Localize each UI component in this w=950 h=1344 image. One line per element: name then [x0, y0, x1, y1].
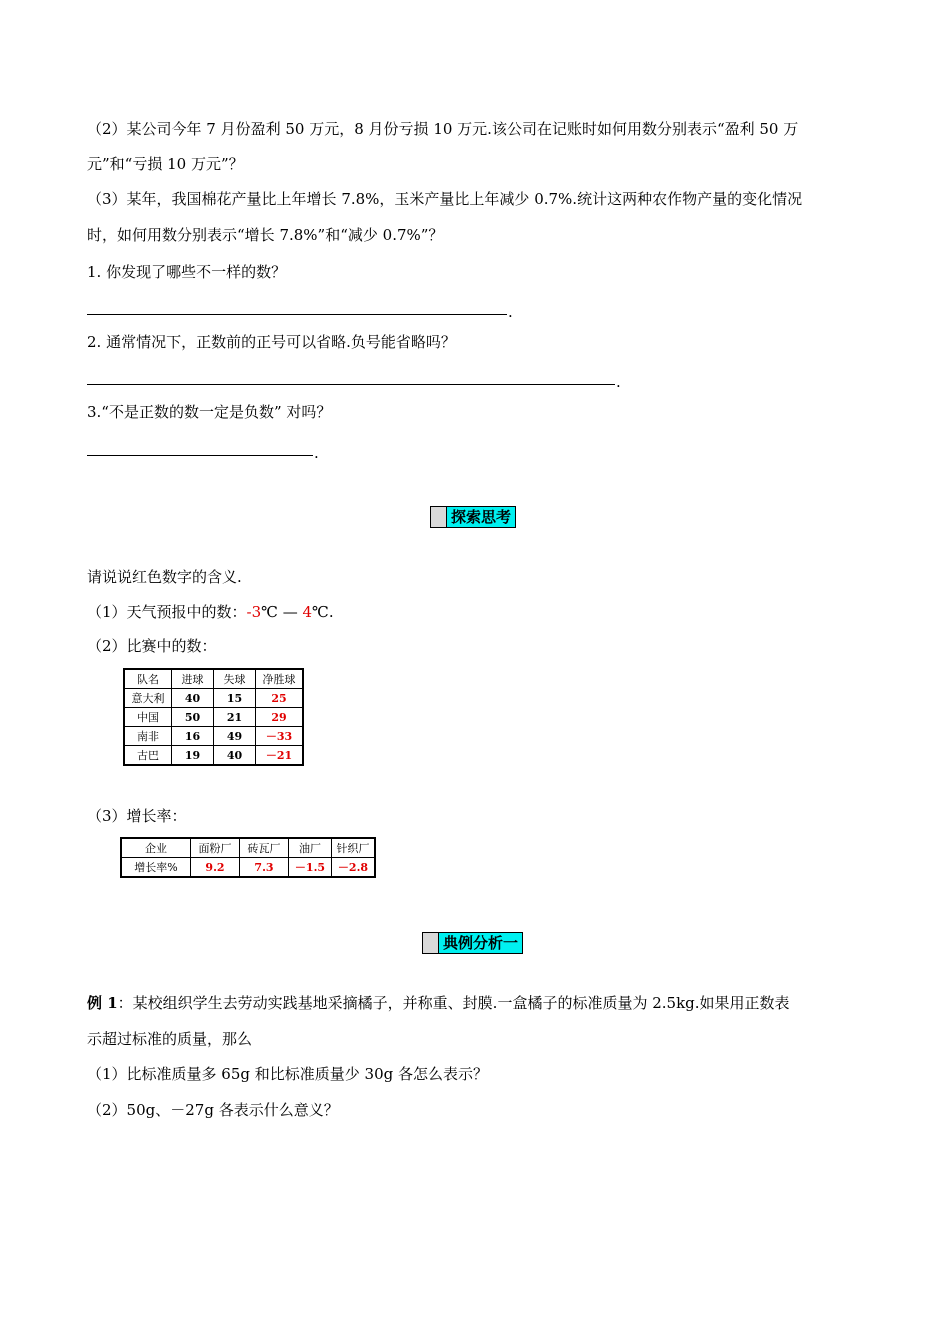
team-name: 古巴: [124, 746, 172, 766]
goals-against: 15: [214, 689, 256, 708]
growth-header-cell: 企业: [121, 838, 191, 858]
growth-header-cell: 油厂: [289, 838, 332, 858]
question-1: 1. 你发现了哪些不一样的数？: [87, 263, 287, 281]
table-row: [124, 689, 303, 708]
answer-blank-3[interactable]: [87, 455, 313, 456]
item1-suffix: ℃.: [312, 603, 334, 621]
score-header-cell: 进球: [172, 669, 214, 689]
question-2: 2. 通常情况下，正数前的正号可以省略.负号能省略吗？: [87, 333, 456, 351]
period-1: .: [508, 303, 513, 321]
score-header-row: [124, 669, 303, 689]
section-heading-example: [422, 932, 523, 954]
growth-value: 7.3: [240, 858, 289, 878]
explore-item-3: （3）增长率：: [87, 807, 187, 825]
team-name: 南非: [124, 727, 172, 746]
growth-header-cell: 砖瓦厂: [240, 838, 289, 858]
example-line2: 示超过标准的质量，那么: [87, 1030, 253, 1048]
goal-difference: －33: [256, 727, 304, 746]
goals-for: 19: [172, 746, 214, 766]
period-2: .: [616, 373, 621, 391]
growth-table: [120, 837, 376, 878]
growth-header-cell: 针织厂: [332, 838, 376, 858]
table-row: [124, 746, 303, 766]
temperature-high: 4: [302, 603, 313, 621]
goals-against: 21: [214, 708, 256, 727]
table-row: [124, 708, 303, 727]
table-row: [121, 858, 375, 878]
goal-difference: 29: [256, 708, 304, 727]
section-heading-explore: [430, 506, 516, 528]
q3-line1: （3）某年，我国棉花产量比上年增长 7.8%，玉米产量比上年减少 0.7%.统计这两种农作物产量的变化情况: [87, 190, 803, 208]
goal-difference: 25: [256, 689, 304, 708]
table-row: [124, 727, 303, 746]
growth-row-label: 增长率%: [121, 858, 191, 878]
score-header-cell: 净胜球: [256, 669, 304, 689]
growth-value: 9.2: [191, 858, 240, 878]
score-header-cell: 失球: [214, 669, 256, 689]
item1-prefix: （1）天气预报中的数：: [87, 603, 247, 621]
section-title-example: 典例分析一: [439, 933, 522, 953]
q2-line2: 元”和“亏损 10 万元”？: [87, 155, 244, 173]
goal-difference: －21: [256, 746, 304, 766]
growth-header-cell: 面粉厂: [191, 838, 240, 858]
explore-item-1: [87, 602, 334, 622]
example-question-2: （2）50g、－27g 各表示什么意义？: [87, 1101, 339, 1119]
goals-for: 40: [172, 689, 214, 708]
score-table: [123, 668, 304, 766]
heading-marker: [423, 933, 439, 953]
example-line1: [87, 993, 790, 1013]
item1-mid: ℃ —: [261, 603, 303, 621]
period-3: .: [314, 444, 319, 462]
explore-item-2: （2）比赛中的数：: [87, 637, 217, 655]
team-name: 意大利: [124, 689, 172, 708]
q2-line1: （2）某公司今年 7 月份盈利 50 万元，8 月份亏损 10 万元.该公司在记账时如何用数分别表示“盈利 50 万: [87, 120, 799, 138]
goals-for: 16: [172, 727, 214, 746]
score-header-cell: 队名: [124, 669, 172, 689]
answer-blank-1[interactable]: [87, 314, 507, 315]
section-title-explore: 探索思考: [447, 507, 515, 527]
example-label: 例 1: [87, 994, 118, 1012]
explore-lead: 请说说红色数字的含义.: [87, 568, 242, 586]
example-text: ：某校组织学生去劳动实践基地采摘橘子，并称重、封膜.一盒橘子的标准质量为 2.5kg.如果用正数表: [117, 994, 790, 1012]
temperature-low: -3: [246, 603, 262, 621]
q3-line2: 时，如何用数分别表示“增长 7.8%”和“减少 0.7%”？: [87, 226, 444, 244]
goals-against: 49: [214, 727, 256, 746]
growth-header-row: [121, 838, 375, 858]
example-question-1: （1）比标准质量多 65g 和比标准质量少 30g 各怎么表示？: [87, 1065, 488, 1083]
team-name: 中国: [124, 708, 172, 727]
answer-blank-2[interactable]: [87, 384, 615, 385]
question-3: 3.“不是正数的数一定是负数” 对吗？: [87, 403, 332, 421]
goals-for: 50: [172, 708, 214, 727]
heading-marker: [431, 507, 447, 527]
growth-value: －1.5: [289, 858, 332, 878]
goals-against: 40: [214, 746, 256, 766]
growth-value: －2.8: [332, 858, 376, 878]
